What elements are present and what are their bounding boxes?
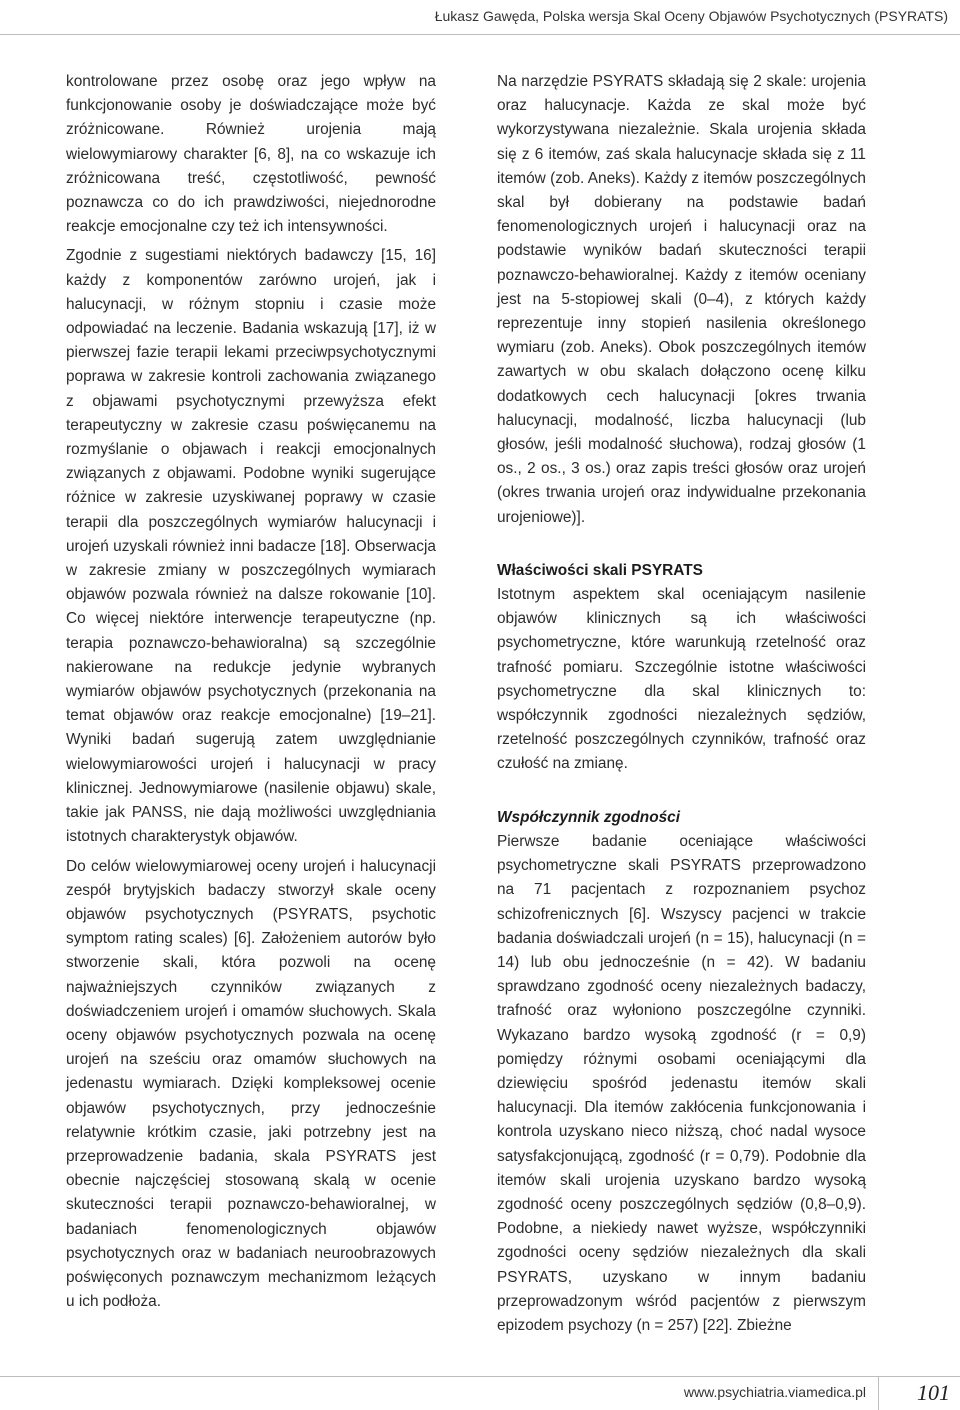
footer-separator — [878, 1376, 879, 1410]
running-title: Łukasz Gawęda, Polska wersja Skal Oceny Objawów Psychotycznych (PSYRATS) — [434, 8, 948, 24]
body-paragraph: Na narzędzie PSYRATS składają się 2 skale: urojenia oraz halucynacje. Każda ze skal może być wykorzystywana niezależnie. Skala urojenia składa się z 6 itemów, zaś skala halucynacje składa się z 11 itemów (zob. Aneks). Każdy z itemów poszczególnych skal był dobierany na podstawie badań fenomenologicznych urojeń i halucynacji oraz na podstawie wyników badań skuteczności terapii poznawczo-behawioralnej. Każdy z itemów oceniany jest na 5-stopiowej skali (0–4), z których każdy reprezentuje inny stopień nasilenia określonego wymiaru (zob. Aneks). Obok poszczególnych itemów zawartych w obu skalach dołączono ocenę kilku dodatkowych cech halucynacji [okres trwania halucynacji, modalność, liczba halucynacji (lub głosów, jeśli modalność słuchowa), rodzaj głosów (1 os., 2 os., 3 os.) oraz zapis treści głosów oraz urojeń (okres trwania urojeń oraz indywidualne przekonania urojeniowe)]. — [497, 73, 866, 526]
body-paragraph: Pierwsze badanie oceniające właściwości psychometryczne skali PSYRATS przeprowadzono na 71 pacjentach z rozpoznaniem psychoz schizofrenicznych [6]. Wszyscy pacjenci w trakcie badania doświadczali urojeń (n = 15), halucynacji (n = 14) lub obu jednocześnie (n = 42). W badaniu sprawdzano zgodność oceny niezależnych badaczy, trafność oraz wyłoniono poszczególne czynniki. Wykazano bardzo wysoką zgodność (r = 0,9) pomiędzy różnymi osobami oceniającymi dla dziewięciu spośród jedenastu itemów skali halucynacji. Dla itemów zakłócenia funkcjonowania i kontrola uzyskano nieco niższą, choć nadal wysoce satysfakcjonującą, zgodność (r = 0,79). Podobnie dla itemów skali urojenia uzyskano bardzo wysoką zgodność oceny poszczególnych sędziów (0,8–0,9). Podobne, a niekiedy nawet wyższe, współczynniki zgodności oceny sędziów niezależnych dla skali PSYRATS, uzyskano w innym badaniu przeprowadzonym wśród pacjentów z pierwszym epizodem psychozy (n = 257) [22]. Zbieżne — [497, 832, 866, 1334]
page-number: 101 — [917, 1380, 950, 1405]
section-heading: Właściwości skali PSYRATS — [497, 561, 703, 579]
right-column — [497, 70, 866, 1343]
journal-url: www.psychiatria.viamedica.pl — [683, 1384, 866, 1400]
body-paragraph: Zgodnie z sugestiami niektórych badawczy [15, 16] każdy z komponentów zarówno urojeń, jak i halucynacji, w różnym stopniu i czasie może odpowiadać na leczenie. Badania wskazują [17], iż w pierwszej fazie terapii lekami przeciwpsychotycznymi poprawa w zakresie kontroli zachowania związanego z objawami psychotycznymi przewyższa efekt terapeutyczny w zakresie czasu poświęcanemu na rozmyślanie o objawach i reakcji emocjonalnych związanych z objawami. Podobne wyniki sugerujące różnice w zakresie uzyskiwanej poprawy w czasie terapii dla poszczególnych wymiarów halucynacji i urojeń uzyskali również inni badacze [18]. Obserwacja w zakresie zmiany w poszczególnych wymiarach objawów pozwala również na dalsze rokowanie [10]. Co więcej niektóre interwencje terapeutyczne (np. terapia poznawczo-behawioralna) są szczególnie nakierowane na redukcje jedynie wybranych wymiarów objawów psychotycznych (przekonania na temat objawów oraz reakcje emocjonalne) [19–21]. Wyniki badań sugerują zatem uwzględnianie wielowymiarowości urojeń i halucynacji w pracy klinicznej. Jednowymiarowe (nasilenie objawu) skale, takie jak PANSS, nie dają możliwości uwzględniania istotnych charakterystyk objawów. — [66, 247, 436, 846]
body-paragraph: kontrolowane przez osobę oraz jego wpływ na funkcjonowanie osoby je doświadczające może być zróżnicowane. Również urojenia mają wielowymiarowy charakter [6, 8], na co wskazuje ich zróżnicowana treść, częstotliwość, pewność poznawcza co do ich prawdziwości, niejednorodne reakcje emocjonalne czy też ich intensywności. — [66, 73, 436, 236]
section-spacer — [497, 782, 866, 806]
subsection-heading: Współczynnik zgodności — [497, 808, 680, 826]
section-spacer — [497, 535, 866, 559]
left-column — [66, 70, 436, 1319]
running-header — [0, 0, 960, 35]
body-paragraph: Do celów wielowymiarowej oceny urojeń i halucynacji zespół brytyjskich badaczy stworzył skale oceny objawów psychotycznych (PSYRATS, psychotic symptom rating scales) [6]. Założeniem autorów było stworzenie skali, która pozwoli na ocenę najważniejszych czynników związanych z doświadczeniem urojeń i omamów słuchowych. Skala oceny objawów psychotycznych pozwala na ocenę urojeń na sześciu oraz omamów słuchowych na jedenastu wymiarach. Dzięki kompleksowej ocenie objawów psychotycznych, przy jednocześnie relatywnie krótkim czasie, jaki potrzebny jest na przeprowadzenie badania, skala PSYRATS jest obecnie najczęściej stosowaną skalą w ocenie skuteczności terapii poznawczo-behawioralnej, w badaniach fenomenologicznych objawów psychotycznych oraz w badaniach neuroobrazowych poświęconych poznawczym mechanizmom leżących u ich podłoża. — [66, 857, 436, 1311]
footer-rule — [0, 1376, 960, 1377]
body-paragraph: Istotnym aspektem skal oceniającym nasilenie objawów klinicznych są ich właściwości psychometryczne, które warunkują rzetelność oraz trafność pomiaru. Szczególnie istotne właściwości psychometryczne dla skal klinicznych to: współczynnik zgodności niezależnych sędziów, rzetelność poszczególnych czynników, trafność oraz czułość na zmianę. — [497, 586, 866, 773]
